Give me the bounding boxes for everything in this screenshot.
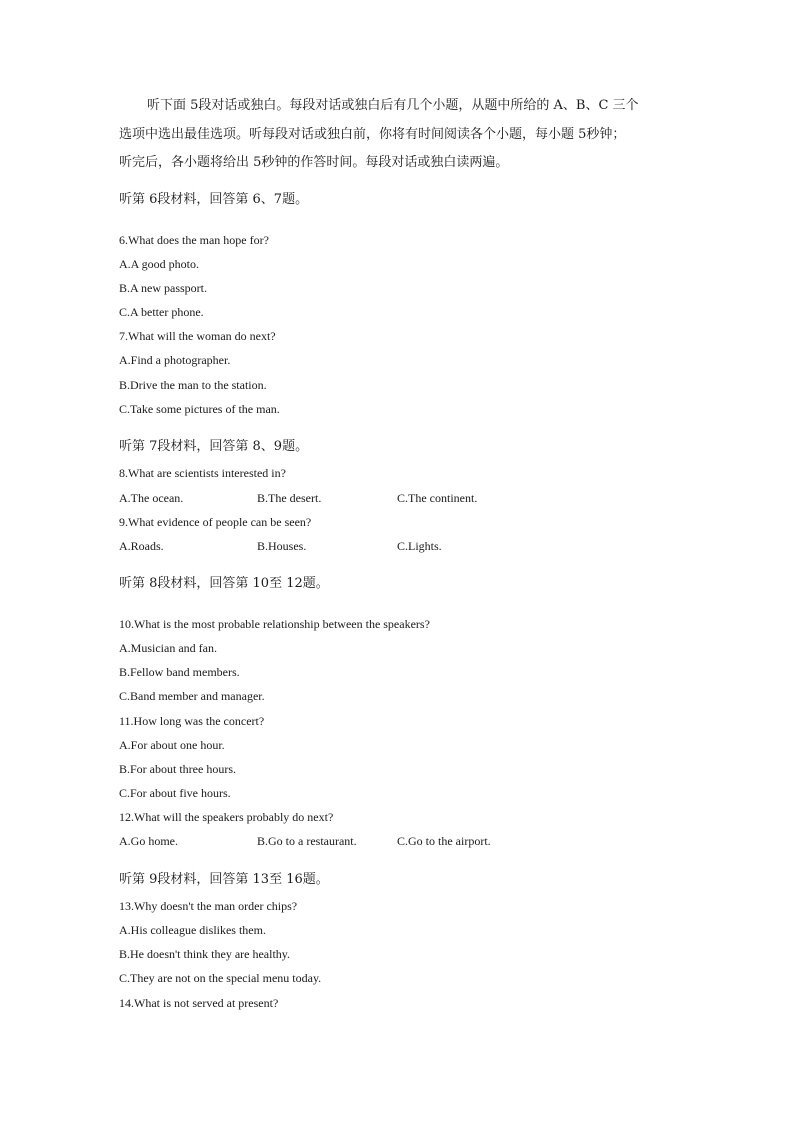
instructions-line-3: 听完后，各小题将给出 5秒钟的作答时间。每段对话或独白读两遍。 <box>119 155 509 170</box>
answer-option: B.A new passport. <box>119 281 207 295</box>
answer-option: A.Find a photographer. <box>119 353 231 367</box>
answer-option: B.For about three hours. <box>119 762 236 776</box>
answer-option: A.Go home. <box>119 834 178 848</box>
answer-option: C.Lights. <box>397 539 442 553</box>
answer-option: B.He doesn't think they are healthy. <box>119 947 291 961</box>
answer-option: B.Drive the man to the station. <box>119 378 267 392</box>
answer-option: B.Go to a restaurant. <box>257 834 357 848</box>
answer-option: C.Go to the airport. <box>397 834 491 848</box>
question-text: 12.What will the speakers probably do next? <box>119 810 334 824</box>
instructions-line-1: 听下面 5段对话或独白。每段对话或独白后有几个小题，从题中所给的 A、B、C 三个 <box>147 98 639 113</box>
section-heading: 听第 7段材料，回答第 8、9题。 <box>119 439 309 454</box>
answer-option: C.They are not on the special menu today. <box>119 971 322 985</box>
answer-option: A.A good photo. <box>119 257 200 271</box>
question-text: 13.Why doesn't the man order chips? <box>119 899 298 913</box>
section-heading: 听第 9段材料，回答第 13至 16题。 <box>119 872 329 887</box>
question-text: 9.What evidence of people can be seen? <box>119 515 312 529</box>
question-text: 8.What are scientists interested in? <box>119 466 286 480</box>
question-text: 10.What is the most probable relationship between the speakers? <box>119 617 430 631</box>
question-text: 7.What will the woman do next? <box>119 329 276 343</box>
answer-option: B.Fellow band members. <box>119 665 240 679</box>
question-text: 14.What is not served at present? <box>119 996 279 1010</box>
question-text: 11.How long was the concert? <box>119 714 265 728</box>
answer-option: B.Houses. <box>257 539 307 553</box>
answer-option: A.Musician and fan. <box>119 641 217 655</box>
answer-option: A.For about one hour. <box>119 738 225 752</box>
answer-option: A.His colleague dislikes them. <box>119 923 266 937</box>
instructions-line-2: 选项中选出最佳选项。听每段对话或独白前，你将有时间阅读各个小题，每小题 5秒钟； <box>119 126 626 142</box>
answer-option: A.The ocean. <box>119 491 184 505</box>
answer-option: C.The continent. <box>397 491 478 505</box>
answer-option: C.Band member and manager. <box>119 689 265 703</box>
answer-option: B.The desert. <box>257 491 322 505</box>
instructions <box>119 92 679 178</box>
answer-option: C.For about five hours. <box>119 786 231 800</box>
answer-option: C.A better phone. <box>119 305 204 319</box>
answer-option: A.Roads. <box>119 539 164 553</box>
section-heading: 听第 6段材料，回答第 6、7题。 <box>119 192 309 207</box>
answer-option: C.Take some pictures of the man. <box>119 402 280 416</box>
question-text: 6.What does the man hope for? <box>119 233 269 247</box>
section-heading: 听第 8段材料，回答第 10至 12题。 <box>119 576 329 591</box>
